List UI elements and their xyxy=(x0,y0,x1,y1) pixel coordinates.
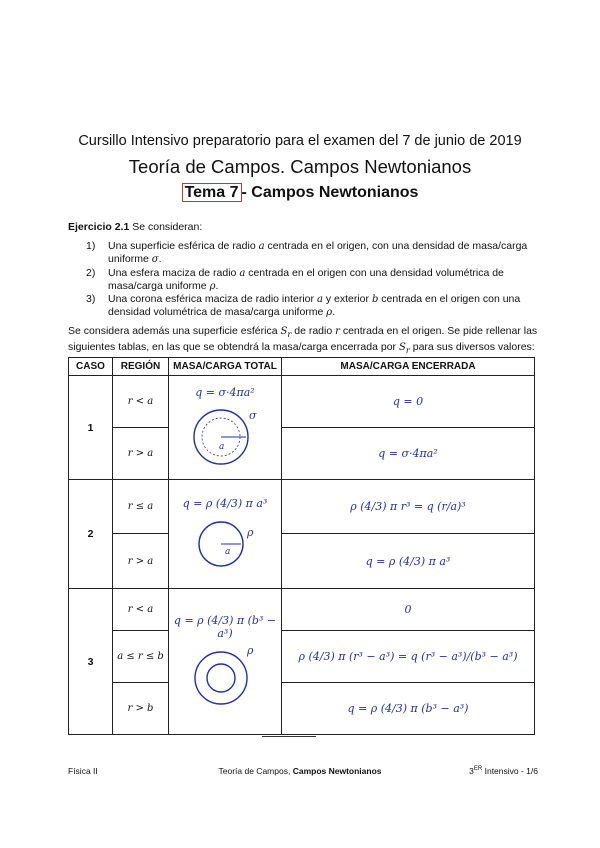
item-text: centrada en el origen con una densidad volumétrica de masa/carga uniforme xyxy=(108,293,521,319)
footer-page: Intensivo - 1/6 xyxy=(484,766,538,776)
enclosed-cell: ρ (4/3) π (r³ − a³) = q (r³ − a³)/(b³ − a³) xyxy=(282,631,535,683)
table-row xyxy=(69,480,535,534)
list-number: 1) xyxy=(86,240,96,252)
footer-left: Física II xyxy=(68,766,98,776)
item-text: . xyxy=(158,253,162,266)
item-var: b xyxy=(371,294,379,306)
item-var: a xyxy=(316,294,323,306)
density-label: ρ xyxy=(247,525,254,539)
item-var: ρ xyxy=(209,280,216,292)
header-region: REGIÓN xyxy=(113,358,169,376)
header-caso: CASO xyxy=(69,358,113,376)
radius-label: a xyxy=(219,442,225,452)
total-cell xyxy=(169,376,282,480)
footer-topic-bold: Campos Newtonianos xyxy=(292,766,382,776)
radius-symbol: r xyxy=(335,326,340,337)
list-item xyxy=(86,293,556,320)
region-cell: r > a xyxy=(113,428,169,480)
item-var: a xyxy=(239,267,246,279)
total-formula: q = ρ (4/3) π a³ xyxy=(182,496,268,510)
case-number: 3 xyxy=(69,589,113,735)
table-row xyxy=(69,631,535,683)
enclosed-cell: 0 xyxy=(282,589,535,631)
exercise-list xyxy=(86,240,556,320)
enclosed-cell: q = 0 xyxy=(282,376,535,428)
item-text: Una superficie esférica de radio xyxy=(108,240,256,252)
region-cell: a ≤ r ≤ b xyxy=(113,631,169,683)
spherical-shell-diagram xyxy=(185,399,265,469)
para-text: de radio xyxy=(294,325,333,337)
list-number: 2) xyxy=(86,266,96,279)
item-var: σ xyxy=(151,254,159,266)
results-table xyxy=(68,357,535,735)
item-text: centrada en el origen con una densidad volumétrica de masa/carga uniforme xyxy=(108,266,504,292)
surface-symbol: $S_r$ xyxy=(280,326,292,339)
total-cell xyxy=(169,589,282,735)
para-text: para sus diversos valores: xyxy=(412,341,535,354)
total-formula: q = σ·4πa² xyxy=(195,386,255,399)
exercise-label: Ejercicio 2.1 xyxy=(68,221,130,233)
enclosed-cell: q = ρ (4/3) π (b³ − a³) xyxy=(282,683,535,735)
total-cell xyxy=(169,480,282,589)
item-text: y exterior xyxy=(325,293,370,306)
table-row xyxy=(69,376,535,428)
region-cell: r < a xyxy=(113,376,169,428)
solid-sphere-diagram xyxy=(185,510,265,572)
topic-heading xyxy=(0,184,600,202)
footer-edition-sup: ER xyxy=(473,766,483,773)
footer-right xyxy=(469,766,538,776)
table-header-row xyxy=(69,358,535,376)
table-row xyxy=(69,428,535,480)
exercise-intro: Se consideran: xyxy=(132,221,203,233)
item-var: ρ xyxy=(326,307,333,319)
footer-edition: 3 xyxy=(469,766,474,776)
item-text: centrada en el origen, con una densidad de masa/carga uniforme xyxy=(108,240,528,266)
region-cell: r > a xyxy=(113,534,169,589)
enclosed-cell: ρ (4/3) π r³ = q (r/a)³ xyxy=(282,480,535,534)
topic-separator: - xyxy=(241,184,247,201)
exercise-heading xyxy=(68,221,202,233)
para-text: Se considera además una superficie esférica xyxy=(68,325,278,337)
table-row xyxy=(69,683,535,735)
table-row xyxy=(69,534,535,589)
divider xyxy=(262,736,316,737)
topic-label: Tema 7 xyxy=(182,183,242,202)
item-text: Una corona esférica maciza de radio interior xyxy=(108,293,315,306)
item-var: a xyxy=(258,241,265,252)
para-text: centrada en el origen. Se pide rellenar las siguientes tablas, en las que se obtendrá la masa/carga encerrada por xyxy=(68,325,538,354)
enclosed-cell: q = ρ (4/3) π a³ xyxy=(282,534,535,589)
enclosed-cell: q = σ·4πa² xyxy=(282,428,535,480)
region-cell: r > b xyxy=(113,683,169,735)
footer-topic: Teoría de Campos, xyxy=(218,766,291,776)
header-total: MASA/CARGA TOTAL xyxy=(169,358,282,376)
density-label: σ xyxy=(249,409,257,422)
list-item xyxy=(86,240,556,267)
item-text: . xyxy=(332,306,336,319)
case-number: 2 xyxy=(69,480,113,589)
table-row xyxy=(69,589,535,631)
problem-statement xyxy=(68,325,548,358)
header-enclosed: MASA/CARGA ENCERRADA xyxy=(282,358,535,376)
surface-symbol: $S_r$ xyxy=(398,342,410,356)
list-item xyxy=(86,267,556,294)
course-heading: Cursillo Intensivo preparatorio para el examen del 7 de junio de 2019 xyxy=(78,133,522,149)
total-formula: q = ρ (4/3) π (b³ − a³) xyxy=(173,613,277,640)
spherical-corona-diagram xyxy=(185,640,265,710)
page-title: Teoría de Campos. Campos Newtonianos xyxy=(128,156,472,177)
case-number: 1 xyxy=(69,376,113,480)
region-cell: r ≤ a xyxy=(113,480,169,534)
item-text: . xyxy=(215,279,219,292)
item-text: Una esfera maciza de radio xyxy=(108,266,237,279)
list-number: 3) xyxy=(86,293,96,306)
density-label: ρ xyxy=(247,643,254,657)
topic-name: Campos Newtonianos xyxy=(251,184,419,201)
region-cell: r < a xyxy=(113,589,169,631)
radius-label: a xyxy=(225,546,231,557)
